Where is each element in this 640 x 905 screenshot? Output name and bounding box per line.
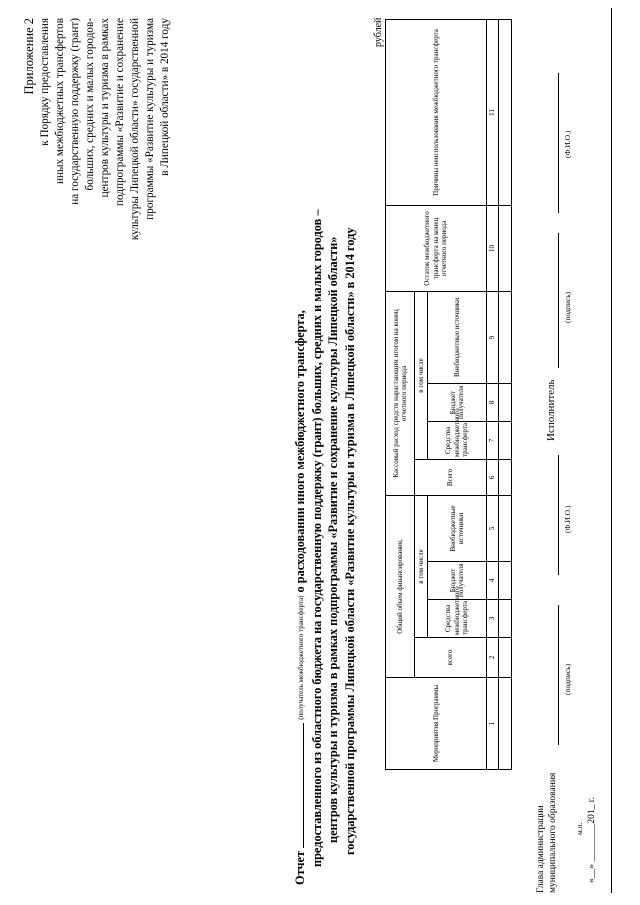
table-cell [499,422,512,460]
head-line-2: муниципального образования [548,772,558,893]
report-word: Отчет [293,850,307,885]
appendix-line: больших, средних и малых городов- [84,18,96,191]
executor-signature-caption: (подпись) [563,291,572,323]
column-number: 5 [487,496,499,562]
column-number: 10 [487,205,499,291]
executor-signature-line [557,233,559,368]
report-title-part1: о расходовании иного межбюджетного трансферта, [293,310,307,593]
report-table [385,19,512,770]
appendix-line: подпрограммы «Развитие и сохранение [114,18,126,206]
group-cash-header: Кассовый расход средств нарастающим итогом на конец отчетного периода [386,291,415,495]
fio-line [557,455,559,575]
table-cell [499,291,512,383]
currency-label: рублей [373,17,384,47]
table-cell [499,678,512,770]
col-extra2-header: Внебюджетные источники [428,291,487,383]
in-that-header-2: в том числе [415,291,428,459]
signature-caption: (подпись) [563,663,572,695]
head-title [535,773,559,893]
column-number: 9 [487,291,499,383]
recipient-caption: (получатель межбюджетного трансферта) [297,595,305,720]
column-number: 3 [487,600,499,638]
executor-fio-line [557,73,559,213]
column-number: 8 [487,384,499,422]
column-number: 4 [487,562,499,600]
stamp-place-label: м.п. [575,822,584,835]
appendix-line: центров культуры и туризма в рамках [99,18,111,198]
col-total-header: Всего [415,460,487,496]
signature-line [557,605,559,745]
col-transfer2-header: Средства межбюджетного трансферта [428,422,487,460]
column-number: 6 [487,460,499,496]
report-title-line: предоставленного из областного бюджета на государственную поддержку (грант) больших, средних и малых городов – [310,209,325,867]
recipient-blank [294,723,304,848]
table-cell [499,600,512,638]
table-row [499,19,512,769]
table-header-row [386,19,415,769]
col-extra-header: Внебюджетные источники [428,496,487,562]
group-total-header: Общий объем финансирования, [386,496,415,678]
appendix-line: к Порядку предоставления [39,18,51,146]
signature-block [535,8,635,893]
col-reasons-header: Причины неиспользования межбюджетного трансферта [386,19,487,205]
col-activity-header: Мероприятия Программы [386,678,487,770]
table-cell [499,384,512,422]
report-title-line: центров культуры и туризма в рамках подпрограммы «Развитие и сохранение культуры Липецкой области» [326,236,341,843]
table-cell [499,460,512,496]
report-title [292,15,358,885]
column-number: 7 [487,422,499,460]
table-cell [499,496,512,562]
table-cell [499,19,512,205]
in-that-header: в том числе [415,496,428,638]
appendix-title: Приложение 2 [22,18,36,95]
appendix-line: в Липецкой области» в 2014 году [159,18,171,176]
head-line-1: Глава администрации [536,805,546,893]
fio-caption: (Ф.И.О.) [563,505,572,533]
table-cell [499,562,512,600]
appendix-line: культуры Липецкой области» государственной [129,18,141,241]
bottom-rule [610,8,612,893]
table-cell [499,205,512,291]
col-budget-header: Бюджет получателя [428,562,487,600]
appendix-line: программы «Развитие культуры и туризма [144,18,156,220]
column-number-row [487,19,499,769]
col-budget2-header: Бюджет получателя [428,384,487,422]
executor-fio-caption: (Ф.И.О.) [563,130,572,158]
column-number: 2 [487,638,499,678]
col-transfer-header: Средства межбюджетного трансферта [428,600,487,638]
report-title-line-1 [292,15,309,885]
column-number: 11 [487,19,499,205]
appendix-line: иных межбюджетных трансфертов [54,18,66,184]
executor-label: Исполнитель [545,379,557,441]
column-number: 1 [487,678,499,770]
date-field: «__» ________201_ г. [587,797,597,883]
table-cell [499,638,512,678]
col-all-header: всего [415,638,487,678]
appendix-block [22,18,173,273]
col-rest-header: Остаток межбюджетного трансферта на конец отчетного периода [386,205,487,291]
report-title-line: государственной программы Липецкой области «Развитие культуры и туризма в Липецкой области» в 2014 году [342,227,357,855]
appendix-line: на государственную поддержку (грант) [69,18,81,205]
